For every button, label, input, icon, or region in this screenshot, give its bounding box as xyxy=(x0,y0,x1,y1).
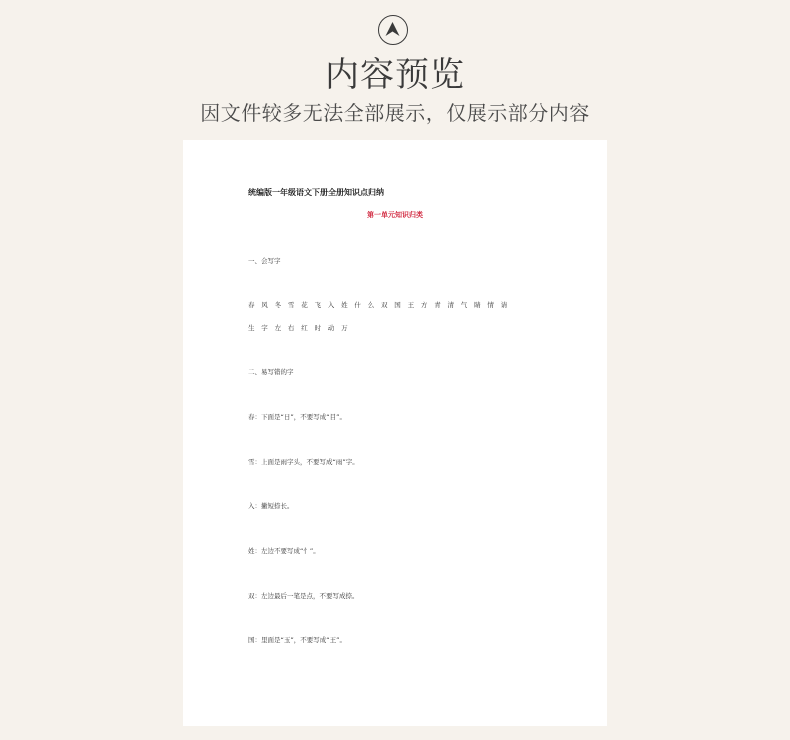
logo-icon xyxy=(378,15,408,45)
note-line: 双：左边最后一笔是点，不要写成捺。 xyxy=(248,592,359,600)
document-preview xyxy=(183,140,607,726)
section-heading: 一、会写字 xyxy=(248,257,281,265)
section-heading: 二、易写错的字 xyxy=(248,368,294,376)
arrow-up-icon xyxy=(384,21,401,38)
note-line: 国：里面是“玉”，不要写成“王”。 xyxy=(248,636,346,644)
page-title: 内容预览 xyxy=(325,55,465,95)
note-line: 春：下面是“日”，不要写成“目”。 xyxy=(248,413,346,421)
unit-heading: 第一单元知识归类 xyxy=(367,211,423,219)
character-list: 生字左右红时动万 xyxy=(248,324,355,332)
document-title: 统编版一年级语文下册全册知识点归纳 xyxy=(248,188,384,197)
character-list: 春风冬雪花飞入姓什么双国王方青清气睛情请 xyxy=(248,301,514,309)
note-line: 入：撇短捺长。 xyxy=(248,502,294,510)
page-subtitle: 因文件较多无法全部展示，仅展示部分内容 xyxy=(200,101,590,125)
note-line: 雪：上面是雨字头，不要写成“雨”字。 xyxy=(248,458,359,466)
note-line: 姓：左边不要写成“忄”。 xyxy=(248,547,320,555)
